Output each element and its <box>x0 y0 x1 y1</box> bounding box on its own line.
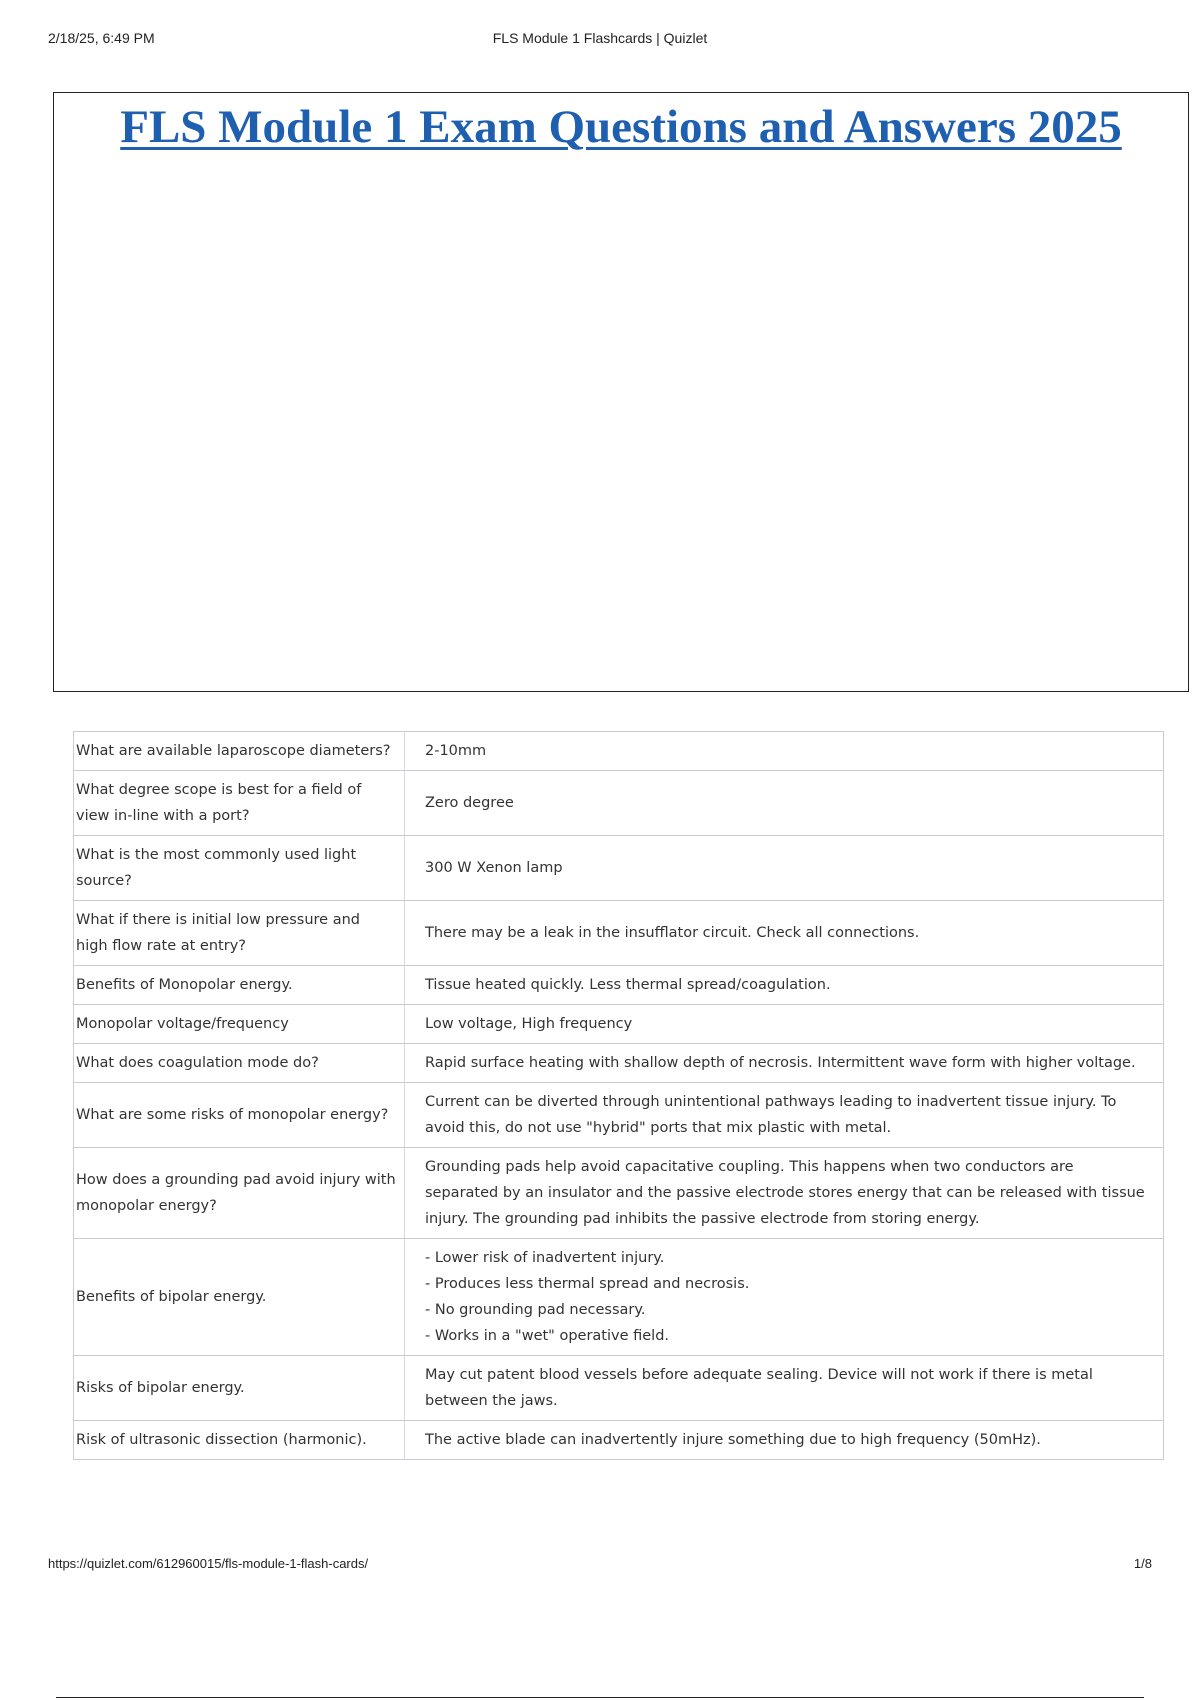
flashcard-definition <box>405 732 1164 771</box>
flashcard-definition-line: Tissue heated quickly. Less thermal spread/coagulation. <box>425 977 831 993</box>
flashcard-definition <box>405 1356 1164 1421</box>
flashcard-definition-line: 2-10mm <box>425 743 487 759</box>
flashcard-definition <box>405 1044 1164 1083</box>
flashcard-row <box>74 901 1164 966</box>
flashcard-definition-line: Current can be diverted through unintentional pathways leading to inadvertent tissue injury. To avoid this, do not use "hybrid" ports that mix plastic with metal. <box>425 1094 1117 1136</box>
flashcard-definition-line: - No grounding pad necessary. <box>425 1302 646 1318</box>
flashcard-definition <box>405 771 1164 836</box>
flashcard-definition-line: Grounding pads help avoid capacitative coupling. This happens when two conductors are separated by an insulator and the passive electrode stores energy that can be released with tissue injury. The grounding pad inhibits the passive electrode from storing energy. <box>425 1159 1145 1227</box>
flashcard-term: How does a grounding pad avoid injury with monopolar energy? <box>74 1148 405 1239</box>
flashcard-definition-line: 300 W Xenon lamp <box>425 860 563 876</box>
flashcard-definition <box>405 1421 1164 1460</box>
flashcard-definition <box>405 1148 1164 1239</box>
flashcard-term: What are some risks of monopolar energy? <box>74 1083 405 1148</box>
flashcard-definition-line: - Works in a "wet" operative field. <box>425 1328 670 1344</box>
flashcard-definition-line: May cut patent blood vessels before adequate sealing. Device will not work if there is metal between the jaws. <box>425 1367 1093 1409</box>
flashcard-term: Risks of bipolar energy. <box>74 1356 405 1421</box>
flashcard-term: Benefits of bipolar energy. <box>74 1239 405 1356</box>
flashcard-definition-line: Zero degree <box>425 795 514 811</box>
page-number: 1/8 <box>1133 1556 1152 1571</box>
flashcard-row <box>74 1239 1164 1356</box>
flashcard-definition-line: Low voltage, High frequency <box>425 1016 633 1032</box>
flashcard-definition-line: The active blade can inadvertently injure something due to high frequency (50mHz). <box>425 1432 1041 1448</box>
flashcard-row <box>74 836 1164 901</box>
flashcard-row <box>74 1148 1164 1239</box>
flashcard-term: Risk of ultrasonic dissection (harmonic). <box>74 1421 405 1460</box>
page-url: https://quizlet.com/612960015/fls-module-1-flash-cards/ <box>48 1556 369 1571</box>
flashcard-row <box>74 732 1164 771</box>
flashcard-definition <box>405 901 1164 966</box>
flashcard-term: Benefits of Monopolar energy. <box>74 966 405 1005</box>
flashcard-definition <box>405 966 1164 1005</box>
flashcard-definition-line: There may be a leak in the insufflator circuit. Check all connections. <box>425 925 920 941</box>
flashcard-definition-line: - Lower risk of inadvertent injury. <box>425 1250 665 1266</box>
flashcard-row <box>74 1005 1164 1044</box>
print-date: 2/18/25, 6:49 PM <box>48 30 155 46</box>
flashcard-row <box>74 1356 1164 1421</box>
flashcard-term: What does coagulation mode do? <box>74 1044 405 1083</box>
flashcard-definition <box>405 1083 1164 1148</box>
flashcard-row <box>74 966 1164 1005</box>
flashcard-term: Monopolar voltage/frequency <box>74 1005 405 1044</box>
flashcard-row <box>74 771 1164 836</box>
print-page-title: FLS Module 1 Flashcards | Quizlet <box>492 30 708 46</box>
title-box <box>53 92 1189 692</box>
print-footer <box>48 1556 1152 1576</box>
flashcard-definition <box>405 836 1164 901</box>
flashcard-term: What if there is initial low pressure and high flow rate at entry? <box>74 901 405 966</box>
flashcard-definition <box>405 1239 1164 1356</box>
flashcard-table <box>73 731 1164 1460</box>
flashcard-term: What degree scope is best for a field of view in-line with a port? <box>74 771 405 836</box>
flashcard-row <box>74 1044 1164 1083</box>
document-title[interactable]: FLS Module 1 Exam Questions and Answers 2025 <box>120 101 1122 153</box>
flashcard-definition-line: - Produces less thermal spread and necrosis. <box>425 1276 750 1292</box>
page-bottom-divider <box>56 1697 1144 1698</box>
flashcard-row <box>74 1421 1164 1460</box>
flashcard-definition-line: Rapid surface heating with shallow depth of necrosis. Intermittent wave form with higher voltage. <box>425 1055 1136 1071</box>
flashcard-term: What are available laparoscope diameters? <box>74 732 405 771</box>
flashcard-row <box>74 1083 1164 1148</box>
print-header <box>48 30 1152 50</box>
flashcard-table-body <box>74 732 1164 1460</box>
flashcard-definition <box>405 1005 1164 1044</box>
flashcard-term: What is the most commonly used light source? <box>74 836 405 901</box>
